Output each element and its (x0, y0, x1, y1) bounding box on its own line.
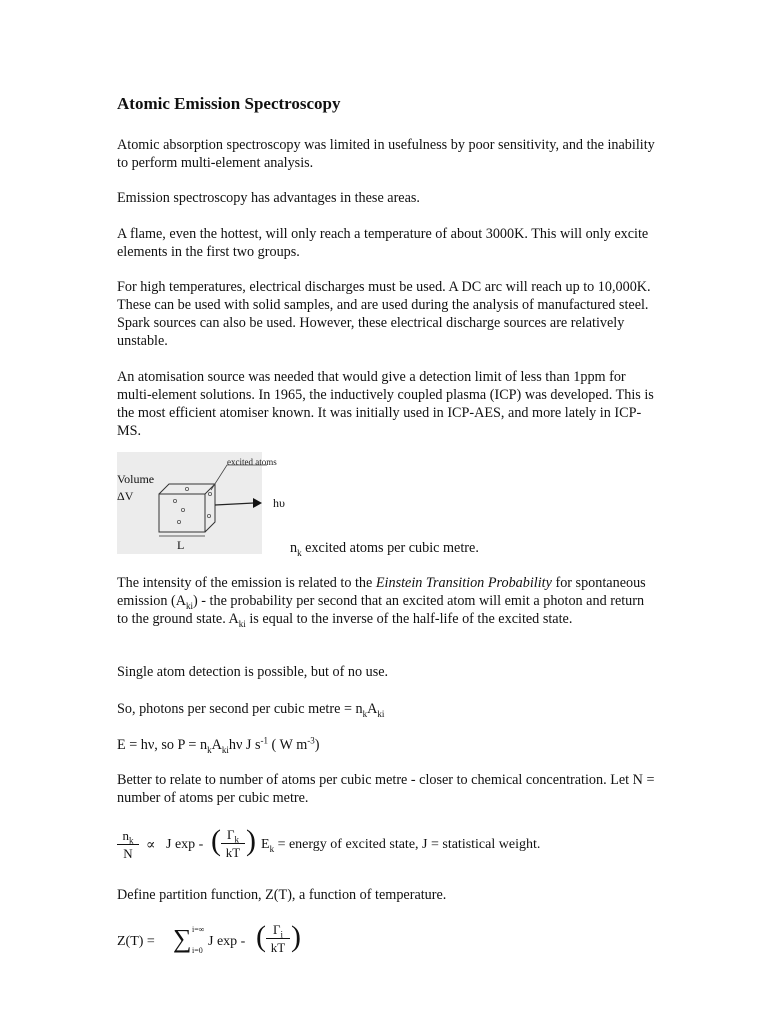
volume-label: Volume (117, 472, 155, 486)
paragraph-intro: Atomic absorption spectroscopy was limited in usefulness by poor sensitivity, and the inability to perform multi-element analysis. (117, 137, 655, 171)
arrow-head (253, 498, 262, 508)
eq2-right-paren: ) (291, 920, 301, 953)
paragraph-flame: A flame, even the hottest, will only reach a temperature of about 3000K. This will only excite elements in the first two groups. (117, 226, 649, 260)
length-label: L (177, 538, 185, 552)
eq2-left-paren: ( (256, 920, 266, 953)
emission-arrow (215, 503, 254, 505)
hv-label: hυ (273, 496, 285, 510)
paragraph-atoms-per-metre: Better to relate to number of atoms per cubic metre - closer to chemical concentration. Let N = number of atoms per cubic metre. (117, 772, 655, 806)
paragraph-discharges: For high temperatures, electrical discharges must be used. A DC arc will reach up to 10,000K. These can be used with solid samples, and are used during the analysis of manufactured steel. Spark sources can also be used. However, these electrical discharge sources are relatively unstable. (117, 279, 651, 349)
eq1-exp: J exp - (166, 837, 204, 852)
paragraph-photons: So, photons per second per cubic metre = $n_kA_{ki}$ (117, 701, 385, 719)
cube-front-face (159, 494, 205, 532)
page-title: Atomic Emission Spectroscopy (117, 94, 341, 113)
caption-n: n (290, 540, 298, 556)
paragraph-advantages: Emission spectroscopy has advantages in these areas. (117, 190, 420, 206)
eq1-right-paren: ) (246, 824, 256, 857)
volume-cube-diagram (117, 452, 317, 554)
einstein-term: Einstein Transition Probability (375, 575, 552, 591)
paragraph-einstein: The intensity of the emission is related to the Einstein Transition Probability for spontaneous emission $(A_{ki})$ - the probability per second that an excited atom will emit a photon and return to the ground state. $A_{ki}$ is equal to the inverse of the half-life of the excited state. (117, 575, 646, 629)
figure-caption (290, 539, 479, 557)
cube-back-edges (159, 484, 215, 532)
paragraph-power: E = hν, so $P = n_kA_{ki}h\nu$ J $s^{-1}$ ( W $m^{-3}$) (117, 735, 320, 755)
eq1-definition: $E_k$ = energy of excited state, J = statistical weight. (261, 837, 541, 854)
excited-atoms-label: excited atoms (227, 457, 277, 467)
sum-lower-limit: i=0 (192, 946, 203, 955)
eq2-exp: J exp - (208, 934, 246, 949)
eq1-left-paren: ( (211, 824, 221, 857)
excited-atoms-figure (117, 452, 285, 554)
sum-symbol: ∑ (173, 924, 192, 953)
paragraph-icp: An atomisation source was needed that would give a detection limit of less than 1ppm for multi-element solutions. In 1965, the inductively coupled plasma (ICP) was developed. This is the most efficient atomiser known. It was initially used in ICP-AES, and more lately in ICP-MS. (117, 369, 654, 439)
eq1-ratio: $\frac{n_k}{N}$ (117, 828, 139, 863)
caption-sub: k (297, 547, 302, 558)
sum-upper-limit: i=∞ (192, 925, 205, 934)
caption-text: excited atoms per cubic metre. (301, 540, 479, 556)
eq1-exponent: $\frac{\Gamma_k}{kT}$ (221, 827, 245, 862)
delta-v-label: ΔV (117, 489, 134, 503)
eq2-lhs: Z(T) = (117, 934, 155, 949)
eq2-exponent: $\frac{\Gamma_i}{kT}$ (266, 922, 290, 957)
paragraph-single-atom: Single atom detection is possible, but of no use. (117, 664, 389, 680)
paragraph-partition: Define partition function, Z(T), a function of temperature. (117, 887, 447, 903)
proportional-symbol: ∝ (146, 838, 156, 853)
excited-atoms-pointer (211, 465, 267, 490)
